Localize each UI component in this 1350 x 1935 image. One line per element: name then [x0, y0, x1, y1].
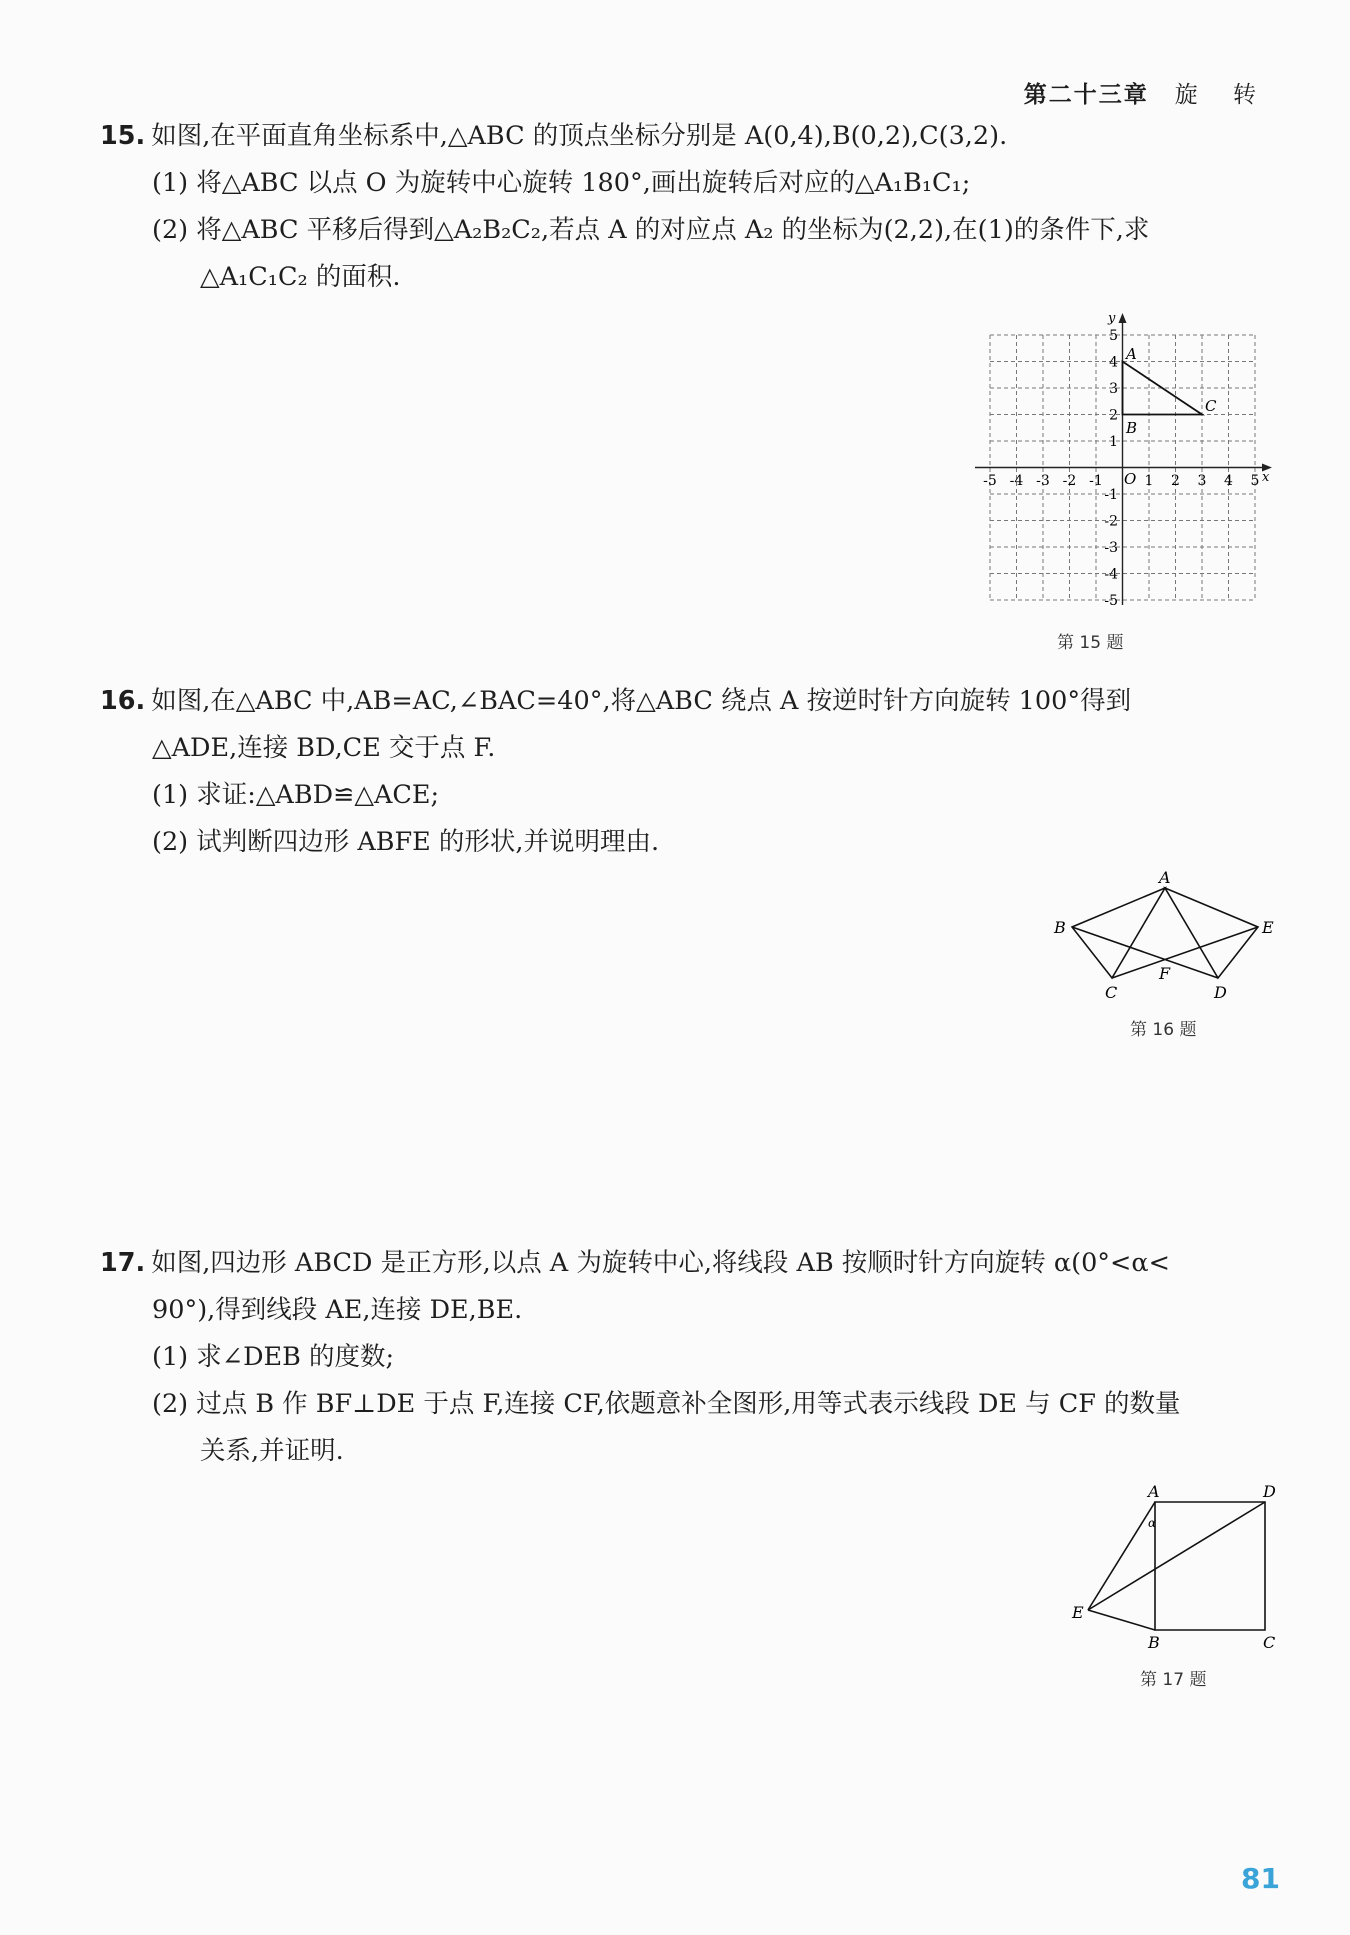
y-tick: -1	[1104, 487, 1118, 503]
x-tick: 2	[1171, 473, 1180, 489]
x-tick: -2	[1062, 473, 1077, 489]
question-part-2: (2) 过点 B 作 BF⊥DE 于点 F,连接 CF,依题意补全图形,用等式表示线段 DE 与 CF 的数量	[152, 1389, 1181, 1419]
question-15	[100, 113, 1280, 301]
segment-bd	[1072, 927, 1218, 978]
question-16	[100, 678, 1280, 866]
question-stem: 如图,四边形 ABCD 是正方形,以点 A 为旋转中心,将线段 AB 按顺时针方向旋转 α(0°<α<	[151, 1248, 1170, 1278]
question-part-1: (1) 求证:△ABD≌△ACE;	[152, 780, 440, 810]
chapter-header	[1024, 76, 1270, 109]
point-c-label: C	[1205, 397, 1217, 415]
question-number: 17.	[100, 1248, 146, 1278]
point-d-label: D	[1214, 983, 1227, 1002]
segment-de	[1088, 1502, 1265, 1610]
y-tick: 4	[1109, 354, 1118, 371]
x-tick: 4	[1224, 473, 1233, 489]
point-b-label: B	[1148, 1633, 1160, 1650]
question-part-1: (1) 将△ABC 以点 O 为旋转中心旋转 180°,画出旋转后对应的△A₁B₁C₁;	[152, 168, 971, 198]
y-tick: 3	[1109, 381, 1118, 397]
y-axis-label: y	[1108, 311, 1116, 326]
origin-label: O	[1124, 470, 1137, 488]
point-f-label: F	[1159, 964, 1171, 983]
segment-ae	[1088, 1502, 1155, 1610]
figure-16-rotation-diagram	[1040, 865, 1280, 1005]
chapter-title: 第二十三章	[1023, 82, 1149, 108]
question-stem-cont: 90°),得到线段 AE,连接 DE,BE.	[152, 1295, 523, 1325]
point-d-label: D	[1263, 1482, 1276, 1501]
y-tick: -2	[1104, 513, 1118, 530]
segment-ce	[1112, 927, 1258, 978]
segment-be	[1088, 1610, 1155, 1630]
x-tick: -1	[1089, 473, 1103, 489]
point-a-label: A	[1159, 868, 1171, 887]
figure-16-caption: 第 16 题	[1130, 1020, 1197, 1040]
point-c-label: C	[1263, 1633, 1276, 1650]
question-part-2-cont: △A₁C₁C₂ 的面积.	[200, 262, 401, 292]
y-tick: -5	[1104, 593, 1118, 609]
x-tick: -3	[1036, 473, 1050, 489]
question-number: 15.	[100, 121, 146, 151]
point-a-label: A	[1126, 345, 1137, 363]
y-tick: 2	[1109, 407, 1118, 424]
x-tick: -5	[983, 473, 997, 489]
x-tick: 1	[1144, 473, 1154, 489]
chapter-topic: 旋 转	[1174, 82, 1270, 108]
question-part-2-cont: 关系,并证明.	[200, 1436, 344, 1466]
x-axis-label: x	[1262, 470, 1270, 485]
question-stem: 如图,在△ABC 中,AB=AC,∠BAC=40°,将△ABC 绕点 A 按逆时针方向旋转 100°得到	[151, 686, 1132, 716]
question-part-2: (2) 将△ABC 平移后得到△A₂B₂C₂,若点 A 的对应点 A₂ 的坐标为(2,2),在(1)的条件下,求	[152, 215, 1150, 245]
figure-15-caption: 第 15 题	[1057, 633, 1124, 653]
figure-17-square-diagram	[1060, 1480, 1280, 1650]
point-c-label: C	[1105, 983, 1118, 1002]
question-number: 16.	[100, 686, 146, 716]
point-a-label: A	[1148, 1482, 1160, 1501]
x-tick: -4	[1009, 473, 1024, 489]
point-e-label: E	[1262, 918, 1274, 937]
angle-alpha-label: α	[1148, 1516, 1157, 1530]
figure-17-caption: 第 17 题	[1140, 1670, 1207, 1690]
square-abcd	[1155, 1502, 1265, 1630]
x-tick: 3	[1197, 473, 1207, 489]
triangle-abc	[1123, 362, 1203, 415]
page-number: 81	[1241, 1862, 1280, 1895]
y-tick: 1	[1109, 434, 1118, 450]
question-part-1: (1) 求∠DEB 的度数;	[152, 1342, 395, 1372]
y-tick: -3	[1104, 540, 1118, 556]
point-b-label: B	[1054, 918, 1066, 937]
point-e-label: E	[1072, 1603, 1084, 1622]
point-b-label: B	[1126, 419, 1138, 437]
question-part-2: (2) 试判断四边形 ABFE 的形状,并说明理由.	[152, 827, 660, 857]
question-stem-cont: △ADE,连接 BD,CE 交于点 F.	[152, 733, 496, 763]
figure-15-coordinate-grid	[960, 305, 1280, 615]
question-17	[100, 1240, 1280, 1475]
x-tick: 5	[1250, 473, 1260, 489]
y-tick: -4	[1104, 566, 1118, 583]
question-stem: 如图,在平面直角坐标系中,△ABC 的顶点坐标分别是 A(0,4),B(0,2),C(3,2).	[151, 121, 1008, 151]
y-tick: 5	[1109, 328, 1118, 344]
